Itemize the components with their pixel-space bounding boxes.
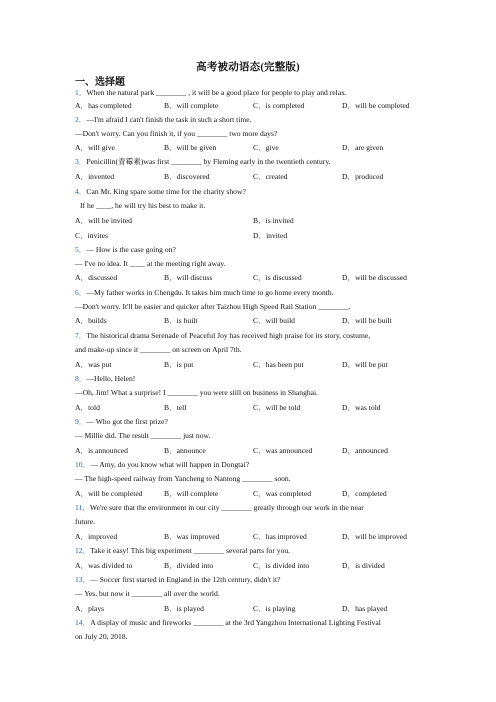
section-heading: 一、选择题 (75, 77, 125, 88)
option-c[interactable]: C．was announced (253, 446, 313, 455)
question-number: 4． (75, 187, 87, 196)
option-c[interactable]: C．give (253, 143, 279, 152)
question-number: 12． (75, 546, 91, 555)
question-text: — Soccer first started in England in the 12th century, didn't it? (90, 575, 281, 584)
option-c[interactable]: C．has been put (253, 360, 304, 369)
question-3 (75, 157, 331, 167)
option-d[interactable]: D．will be completed (342, 101, 410, 110)
question-number: 14． (75, 618, 91, 627)
document-title: 高考被动语态(完整版) (196, 62, 300, 73)
option-a[interactable]: A．was put (75, 360, 112, 369)
option-b[interactable]: B．is invited (253, 216, 294, 225)
question-6-line-2 (75, 302, 351, 312)
question-4 (75, 187, 246, 197)
question-9 (75, 417, 168, 427)
option-a[interactable]: A．told (75, 403, 100, 412)
question-text: — The high-speed railway from Yancheng to Nantong ________ soon. (75, 474, 291, 483)
question-text: — Who got the first prize? (86, 417, 168, 426)
option-a[interactable]: A．was divided to (75, 561, 133, 570)
question-text: future. (75, 517, 96, 526)
option-d[interactable]: D．completed (342, 489, 387, 498)
question-14-line-2 (75, 632, 128, 642)
question-11-line-2 (75, 517, 95, 527)
question-12 (75, 546, 290, 556)
option-a[interactable]: A．plays (75, 604, 105, 613)
question-5-line-2 (75, 259, 226, 269)
question-8-line-2 (75, 388, 318, 398)
question-text: Penicillin(青霉素)was first ________ by Fleming early in the twentieth century. (86, 157, 331, 166)
option-d[interactable]: D．will be discussed (342, 273, 407, 282)
question-13 (75, 575, 280, 585)
question-text: Can Mr. King spare some time for the charity show? (86, 187, 246, 196)
option-c[interactable]: C．was completed (253, 489, 311, 498)
option-c[interactable]: C．will be told (253, 403, 301, 412)
option-d[interactable]: D．announced (342, 446, 388, 455)
question-7-line-2 (75, 345, 242, 355)
option-b[interactable]: B．will discuss (164, 273, 213, 282)
question-11 (75, 503, 364, 513)
option-c[interactable]: C．is completed (253, 101, 305, 110)
option-b[interactable]: B．will be given (164, 143, 217, 152)
question-text: — Yes, but now it ________ all over the world. (75, 589, 220, 598)
option-b[interactable]: B．was improved (164, 532, 220, 541)
option-a[interactable]: A．discussed (75, 273, 118, 282)
question-number: 8． (75, 374, 87, 383)
question-6 (75, 288, 334, 298)
question-10 (75, 460, 249, 470)
question-9-line-2 (75, 431, 210, 441)
question-10-line-2 (75, 474, 291, 484)
question-8 (75, 374, 135, 384)
question-text: —Hello, Helen! (86, 374, 136, 383)
question-text: — Amy, do you know what will happen in Dongtai? (90, 460, 250, 469)
option-a[interactable]: A．has completed (75, 101, 132, 110)
option-d[interactable]: D．has played (342, 604, 388, 613)
question-2 (75, 115, 252, 125)
question-text: —I'm afraid I can't finish the task in such a short time. (86, 115, 252, 124)
option-b[interactable]: B．is played (164, 604, 204, 613)
question-4-line-2 (80, 201, 205, 211)
question-number: 5． (75, 245, 87, 254)
question-number: 3． (75, 157, 87, 166)
option-d[interactable]: D．is divided (342, 561, 385, 570)
question-13-line-2 (75, 589, 220, 599)
question-14 (75, 618, 381, 628)
option-a[interactable]: A．invented (75, 172, 115, 181)
option-b[interactable]: B．divided into (164, 561, 214, 570)
option-a[interactable]: A．builds (75, 316, 107, 325)
question-number: 2． (75, 115, 87, 124)
question-text: We're sure that the environment in our city ________ greatly through our work in the near (89, 503, 364, 512)
option-d[interactable]: D．will be put (342, 360, 388, 369)
option-b[interactable]: B．discovered (164, 172, 210, 181)
question-1 (75, 88, 347, 98)
option-a[interactable]: A．will give (75, 143, 115, 152)
question-text: Take it easy! This big experiment ________ several parts for you. (90, 546, 291, 555)
question-text: — I've no idea. It ____ at the meeting right away. (75, 259, 226, 268)
question-2-line-2 (75, 129, 277, 139)
question-text: If he ____, he will try his best to make it. (80, 201, 206, 210)
option-b[interactable]: B．tell (164, 403, 187, 412)
option-a[interactable]: A．will be invited (75, 216, 132, 225)
option-a[interactable]: A．will be completed (75, 489, 143, 498)
question-text: on July 20, 2018. (75, 632, 128, 641)
option-c[interactable]: C．is playing (253, 604, 296, 613)
question-text: —My father works in Chengdu. It takes him much time to go home every month. (86, 288, 334, 297)
option-c[interactable]: C．invites (75, 231, 108, 240)
option-d[interactable]: D．was told (342, 403, 381, 412)
question-text: —Oh, Jim! What a surprise! I ________ you were still on business in Shanghai. (75, 388, 319, 397)
question-number: 10． (75, 460, 91, 469)
option-a[interactable]: A．improved (75, 532, 118, 541)
question-number: 9． (75, 417, 87, 426)
option-c[interactable]: C．will build (253, 316, 295, 325)
option-b[interactable]: B．will complete (164, 101, 219, 110)
option-a[interactable]: A．is announced (75, 446, 128, 455)
option-b[interactable]: B．will complete (164, 489, 219, 498)
question-text: — How is the case going on? (86, 245, 176, 254)
question-5 (75, 245, 176, 255)
question-text: A display of music and fireworks ________ at the 3rd Yangzhou International Lighting Festival (90, 618, 381, 627)
question-text: — Millie did. The result ________ just now. (75, 431, 211, 440)
option-b[interactable]: B．is put (164, 360, 194, 369)
option-d[interactable]: D．are given (342, 143, 384, 152)
question-number: 6． (75, 288, 87, 297)
option-c[interactable]: C．is divided into (253, 561, 310, 570)
question-number: 7． (75, 331, 87, 340)
option-d[interactable]: D．produced (342, 172, 384, 181)
question-number: 13． (75, 575, 91, 584)
question-text: and make-up since it ________ on screen on April 7th. (75, 345, 242, 354)
option-d[interactable]: D．will be built (342, 316, 392, 325)
option-c[interactable]: C．created (253, 172, 288, 181)
option-d[interactable]: D．will be improved (342, 532, 407, 541)
option-c[interactable]: C．has improved (253, 532, 307, 541)
question-text: —Don't worry. It'll be easier and quicker after Taizhou High Speed Rail Station ________. (75, 302, 351, 311)
option-d[interactable]: D．invited (253, 231, 288, 240)
option-c[interactable]: C．is discussed (253, 273, 302, 282)
question-text: When the natural park ________ , it will be a good place for people to play and relax. (86, 88, 347, 97)
question-text: —Don't worry. Can you finish it, if you ________ two more days? (75, 129, 278, 138)
option-b[interactable]: B．announce (164, 446, 206, 455)
question-7 (75, 331, 370, 341)
option-b[interactable]: B．is built (164, 316, 198, 325)
question-number: 1． (75, 88, 87, 97)
question-number: 11． (75, 503, 90, 512)
question-text: The historical drama Serenade of Peaceful Joy has received high praise for its story, costume, (86, 331, 371, 340)
